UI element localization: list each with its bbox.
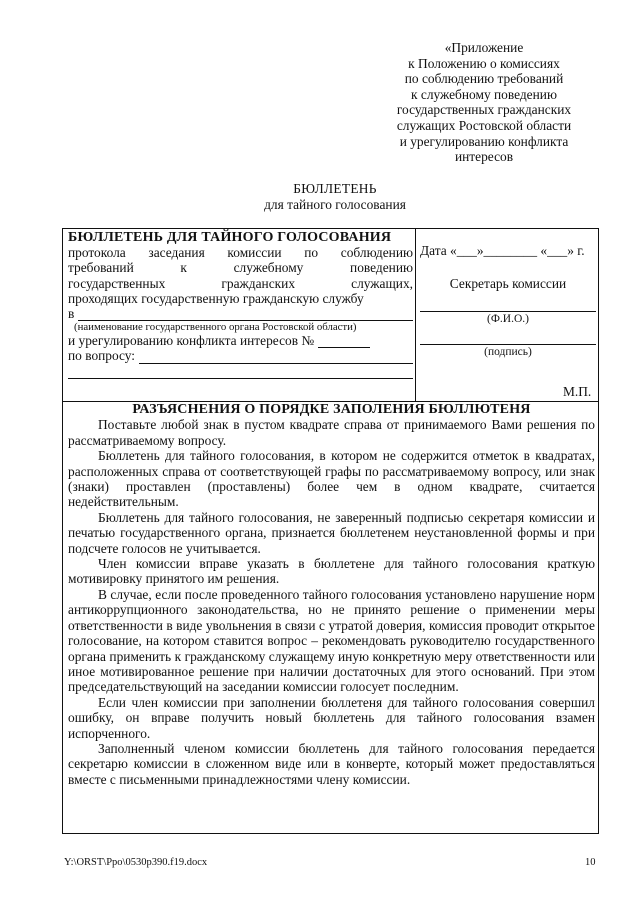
conflict-label: и урегулированию конфликта интересов №	[68, 333, 315, 349]
rules-paragraph: Поставьте любой знак в пустом квадрате справа от принимаемого Вами решения по рассматриваемому вопросу.	[68, 417, 595, 448]
appendix-line: к служебному поведению	[411, 86, 557, 102]
org-prefix: в	[68, 306, 75, 322]
ballot-title-main: БЮЛЛЕТЕНЬ	[293, 181, 377, 196]
question-field[interactable]	[139, 350, 413, 364]
frame-divider-vertical	[415, 229, 416, 401]
org-row	[68, 306, 413, 321]
question-label: по вопросу:	[68, 348, 136, 364]
rules-paragraph: Бюллетень для тайного голосования, в котором не содержится отметок в квадратах, расположенных справа от соответствующей графы по рассматриваемому вопросу, или знак (знаки) проставлен (проставлены) более чем в одном квадрате, считается недействительным.	[68, 448, 595, 510]
org-caption: (наименование государственного органа Ростовской области)	[74, 321, 357, 334]
ballot-title-sub: для тайного голосования	[264, 196, 406, 212]
fio-field[interactable]	[420, 297, 596, 312]
ballot-heading: БЮЛЛЕТЕНЬ ДЛЯ ТАЙНОГО ГОЛОСОВАНИЯ	[68, 230, 392, 245]
rules-heading: РАЗЪЯСНЕНИЯ О ПОРЯДКЕ ЗАПОЛЕНИЯ БЮЛЛЮТЕНЯ	[132, 402, 531, 417]
rules-paragraph: В случае, если после проведенного тайного голосования установлено нарушение норм антикоррупционного законодательства, но не принято решение о применении меры ответственности в виде увольнения в связи с утратой доверия, комиссия проводит открытое голосование, на котором ставится вопрос – рекомендовать руководителю государственного органа применить к гражданскому служащему иную конкретную меру ответственности или иное мотивированное решение при наличии достаточных для этого оснований. При этом председательствующий на заседании комиссии голосует последним.	[68, 586, 595, 695]
conflict-row	[68, 333, 413, 348]
appendix-line: государственных гражданских	[396, 102, 572, 118]
rules-paragraph: Член комиссии вправе указать в бюллетене для тайного голосования краткую мотивировку принятого им решения.	[68, 556, 595, 587]
question-row	[68, 348, 413, 363]
protocol-line: требований к служебному поведению	[68, 260, 413, 276]
rules-paragraph: Заполненный членом комиссии бюллетень для тайного голосования передается секретарю комиссии в сложенном виде или в конверте, который может предоставляться вместе с письменными принадлежностями члену комиссии.	[68, 740, 595, 787]
protocol-line: проходящих государственную гражданскую службу	[68, 290, 364, 306]
ballot-header-cell	[68, 230, 413, 379]
appendix-line: «Приложение	[444, 40, 524, 55]
protocol-number-field[interactable]	[318, 334, 370, 348]
fio-caption: (Ф.И.О.)	[487, 313, 529, 326]
secretary-cell	[420, 243, 596, 359]
page-number: 10	[585, 857, 596, 868]
appendix-line: интересов	[454, 149, 514, 165]
appendix-line: по соблюдению требований	[404, 71, 564, 87]
ballot-title	[0, 181, 640, 212]
file-path: Y:\ORST\Ppo\0530p390.f19.docx	[64, 857, 208, 868]
rules-paragraph: Если член комиссии при заполнении бюллетеня для тайного голосования совершил ошибку, он вправе получить новый бюллетень для тайного голосования взамен испорченного.	[68, 694, 595, 741]
question-field-continued[interactable]	[68, 367, 413, 379]
appendix-line: к Положению о комиссиях	[408, 55, 560, 71]
appendix-line: и урегулированию конфликта	[399, 133, 569, 149]
rules-paragraph: Бюллетень для тайного голосования, не заверенный подписью секретаря комиссии и печатью государственного органа, признается бюллетенем неустановленной формы и при подсчете голосов не учитывается.	[68, 509, 595, 556]
date-field[interactable]: Дата «___»________ «___» г.	[420, 243, 585, 258]
org-field[interactable]	[78, 307, 413, 321]
signature-caption: (подпись)	[484, 346, 532, 359]
appendix-block	[378, 40, 590, 165]
protocol-line: государственных гражданских служащих,	[68, 275, 413, 291]
signature-field[interactable]	[420, 330, 596, 345]
seal-label: М.П.	[563, 384, 592, 399]
rules-section	[68, 402, 595, 787]
secretary-label: Секретарь комиссии	[449, 276, 567, 292]
appendix-line: служащих Ростовской области	[396, 117, 572, 133]
protocol-line: протокола заседания комиссии по соблюдению	[68, 245, 413, 261]
